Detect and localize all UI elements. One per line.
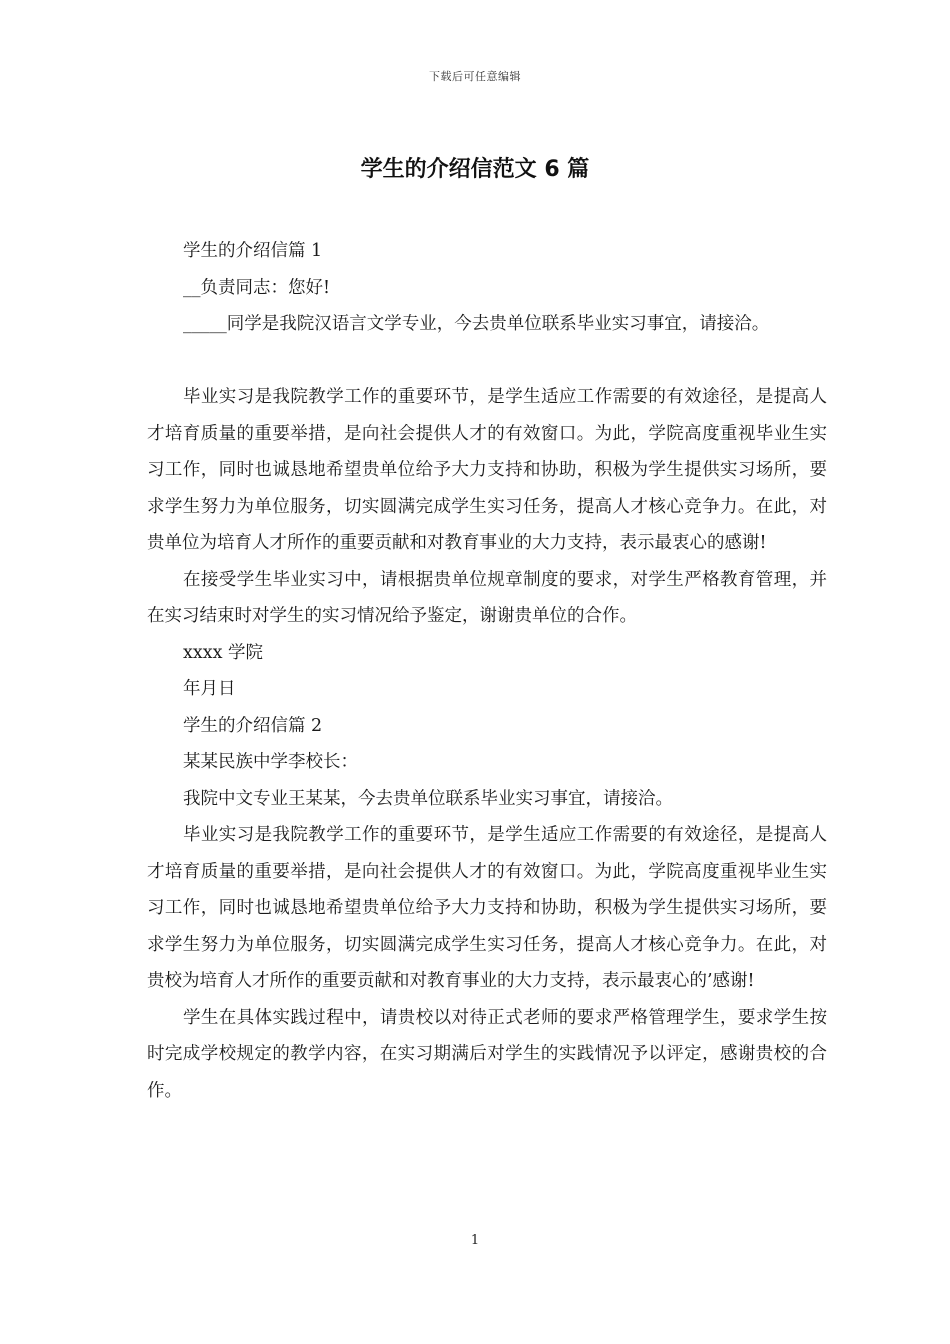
document-body [147, 233, 827, 1109]
body-paragraph-2: 在接受学生毕业实习中，请根据贵单位规章制度的要求，对学生严格教育管理，并在实习结束时对学生的实习情况给予鉴定，谢谢贵单位的合作。 [147, 569, 827, 626]
salutation-2: 某某民族中学李校长： [183, 752, 358, 772]
body-paragraph-3: 毕业实习是我院教学工作的重要环节，是学生适应工作需要的有效途径，是提高人才培育质量的重要举措，是向社会提供人才的有效窗口。为此，学院高度重视毕业生实习工作，同时也诚恳地希望贵单位给予大力支持和协助，积极为学生提供实习场所，要求学生努力为单位服务，切实圆满完成学生实习任务，提高人才核心竞争力。在此，对贵校为培育人才所作的重要贡献和对教育事业的大力支持，表示最衷心的’感谢! [147, 825, 827, 991]
section-heading-1: 学生的介绍信篇 1 [183, 241, 323, 261]
body-paragraph-1: 毕业实习是我院教学工作的重要环节，是学生适应工作需要的有效途径，是提高人才培育质量的重要举措，是向社会提供人才的有效窗口。为此，学院高度重视毕业生实习工作，同时也诚恳地希望贵单位给予大力支持和协助，积极为学生提供实习场所，要求学生努力为单位服务，切实圆满完成学生实习任务，提高人才核心竞争力。在此，对贵单位为培育人才所作的重要贡献和对教育事业的大力支持，表示最衷心的感谢! [147, 387, 827, 553]
body-paragraph-4: 学生在具体实践过程中，请贵校以对待正式老师的要求严格管理学生，要求学生按时完成学校规定的教学内容，在实习期满后对学生的实践情况予以评定，感谢贵校的合作。 [147, 1007, 827, 1101]
signature-college: xxxx 学院 [183, 642, 264, 663]
salutation-1: __负责同志：您好! [183, 277, 331, 298]
header-note: 下载后可任意编辑 [429, 70, 521, 83]
signature-date: 年月日 [183, 679, 236, 699]
document-title: 学生的介绍信范文 6 篇 [360, 157, 590, 182]
blank-line [147, 343, 827, 380]
section-heading-2: 学生的介绍信篇 2 [183, 715, 323, 736]
page-number: 1 [470, 1233, 480, 1248]
intro-paragraph-1: _____同学是我院汉语言文学专业，今去贵单位联系毕业实习事宜，请接洽。 [183, 314, 770, 334]
intro-paragraph-2: 我院中文专业王某某，今去贵单位联系毕业实习事宜，请接洽。 [183, 788, 673, 809]
